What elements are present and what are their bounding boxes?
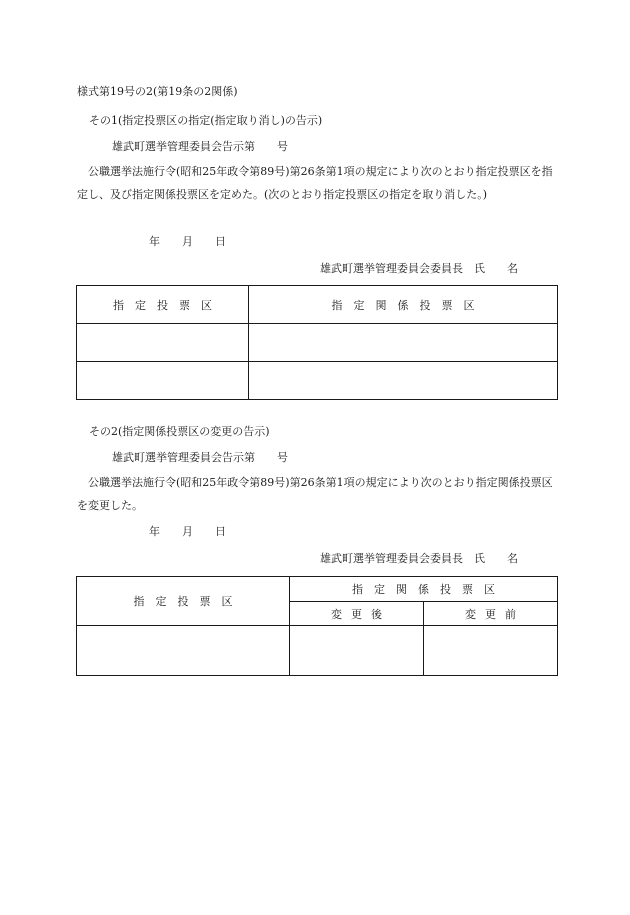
table2-header-before: 変更前 bbox=[424, 602, 558, 626]
table2-cell-r1c2 bbox=[290, 626, 424, 676]
section1-body-text: 公職選挙法施行令(昭和25年政令第89号)第26条第1項の規定により次のとおり指定投票区を指定し、及び指定関係投票区を定めた。(次のとおり指定投票区の指定を取り消した。) bbox=[77, 165, 553, 201]
section2-table bbox=[76, 576, 558, 676]
section2-heading: その2(指定関係投票区の変更の告示) bbox=[89, 425, 270, 438]
section2-signature: 雄武町選挙管理委員会委員長 氏 名 bbox=[320, 552, 518, 565]
table1-header-designated: 指定投票区 bbox=[77, 286, 249, 324]
table1-cell-r1c2 bbox=[249, 324, 558, 362]
table1-cell-r1c1 bbox=[77, 324, 249, 362]
section1-heading: その1(指定投票区の指定(指定取り消し)の告示) bbox=[89, 114, 323, 127]
section2-body-text: 公職選挙法施行令(昭和25年政令第89号)第26条第1項の規定により次のとおり指定関係投票区を変更した。 bbox=[77, 476, 553, 512]
section1-table bbox=[76, 285, 558, 400]
form-header: 様式第19号の2(第19条の2関係) bbox=[77, 85, 238, 98]
section1-date-line: 年 月 日 bbox=[149, 235, 226, 248]
table1-header-related: 指定関係投票区 bbox=[249, 286, 558, 324]
section1-signature: 雄武町選挙管理委員会委員長 氏 名 bbox=[320, 262, 518, 275]
table2-header-related-group: 指定関係投票区 bbox=[290, 577, 558, 602]
section2-date-line: 年 月 日 bbox=[149, 525, 226, 538]
section2-notice-number: 雄武町選挙管理委員会告示第 号 bbox=[112, 451, 288, 464]
table1-cell-r2c1 bbox=[77, 362, 249, 400]
table2-cell-r1c3 bbox=[424, 626, 558, 676]
table2-header-after: 変更後 bbox=[290, 602, 424, 626]
table2-header-designated: 指定投票区 bbox=[77, 577, 290, 626]
table2-cell-r1c1 bbox=[77, 626, 290, 676]
table1-cell-r2c2 bbox=[249, 362, 558, 400]
section1-notice-number: 雄武町選挙管理委員会告示第 号 bbox=[112, 140, 288, 153]
